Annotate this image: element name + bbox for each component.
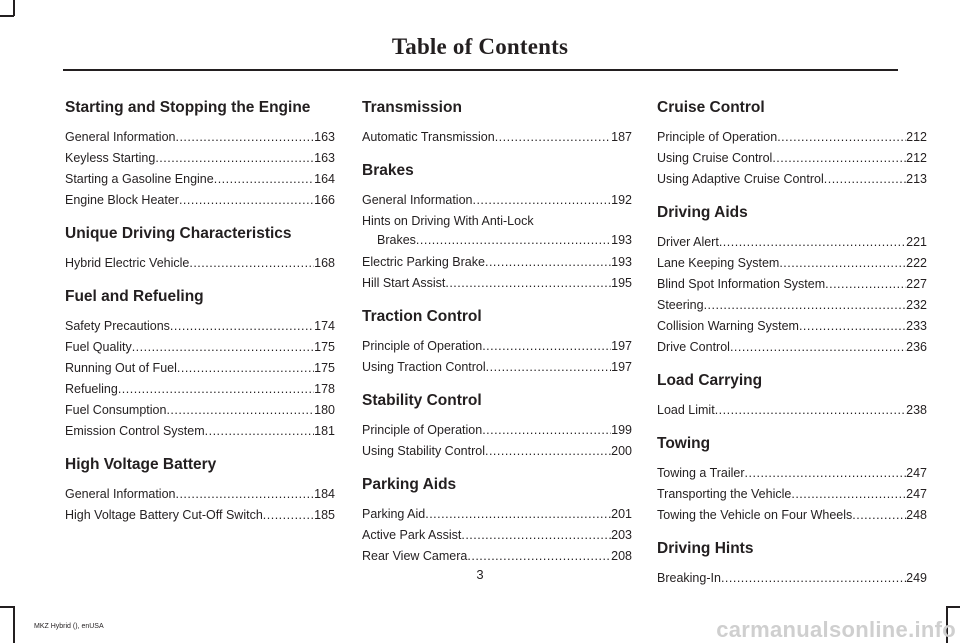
- crop-mark: [0, 15, 14, 17]
- entry-page: 163: [314, 151, 335, 165]
- entry-page: 175: [314, 340, 335, 354]
- entry-title-line2: Brakes: [377, 233, 416, 247]
- toc-entry[interactable]: [657, 274, 927, 295]
- toc-entry[interactable]: [65, 484, 335, 505]
- dot-leader: [175, 127, 314, 148]
- toc-entry[interactable]: [362, 127, 632, 148]
- dot-leader: [472, 190, 611, 211]
- entry-page: 166: [314, 193, 335, 207]
- toc-entry[interactable]: [65, 190, 335, 211]
- toc-entry[interactable]: [657, 295, 927, 316]
- entry-page: 181: [314, 424, 335, 438]
- toc-entry[interactable]: [362, 190, 632, 211]
- toc-entry[interactable]: [657, 400, 927, 421]
- toc-entry[interactable]: [657, 148, 927, 169]
- toc-section: [657, 98, 927, 190]
- toc-entry[interactable]: [65, 379, 335, 400]
- dot-leader: [132, 337, 314, 358]
- entry-page: 187: [611, 130, 632, 144]
- entry-page: 248: [906, 508, 927, 522]
- crop-mark: [0, 606, 14, 608]
- toc-section: [65, 455, 335, 526]
- page-title: Table of Contents: [391, 34, 569, 59]
- dot-leader: [467, 546, 611, 567]
- entry-title: Hill Start Assist: [362, 276, 446, 290]
- entry-page: 249: [906, 571, 927, 585]
- entry-title: Keyless Starting: [65, 151, 156, 165]
- toc-entry[interactable]: [657, 484, 927, 505]
- toc-section: [657, 203, 927, 358]
- entry-page: 213: [906, 172, 927, 186]
- entry-page: 212: [906, 151, 927, 165]
- entry-page: 203: [611, 528, 632, 542]
- toc-entry[interactable]: [65, 127, 335, 148]
- toc-entry[interactable]: [657, 337, 927, 358]
- dot-leader: [482, 420, 611, 441]
- entry-title: Principle of Operation: [362, 423, 483, 437]
- dot-leader: [118, 379, 314, 400]
- entry-title: Collision Warning System: [657, 319, 799, 333]
- crop-mark: [13, 606, 15, 643]
- crop-mark: [946, 606, 960, 608]
- entry-title: Refueling: [65, 382, 118, 396]
- entry-title: Principle of Operation: [657, 130, 778, 144]
- toc-entry[interactable]: [362, 336, 632, 357]
- toc-entry[interactable]: [362, 546, 632, 567]
- entry-title: Starting a Gasoline Engine: [65, 172, 214, 186]
- dot-leader: [205, 421, 315, 442]
- entry-title: Engine Block Heater: [65, 193, 179, 207]
- section-title: Towing: [657, 435, 711, 452]
- entry-page: 222: [906, 256, 927, 270]
- entry-page: 168: [314, 256, 335, 270]
- entry-title: Using Stability Control: [362, 444, 485, 458]
- dot-leader: [263, 505, 314, 526]
- dot-leader: [719, 232, 906, 253]
- entry-page: 208: [611, 549, 632, 563]
- crop-mark: [13, 0, 15, 16]
- dot-leader: [715, 400, 906, 421]
- toc-section: [362, 98, 632, 148]
- section-title: Traction Control: [362, 308, 482, 325]
- toc-entry[interactable]: [65, 148, 335, 169]
- toc-entry[interactable]: [65, 358, 335, 379]
- entry-title: Drive Control: [657, 340, 730, 354]
- dot-leader: [777, 127, 906, 148]
- entry-page: 175: [314, 361, 335, 375]
- entry-title: General Information: [65, 487, 176, 501]
- toc-entry[interactable]: [657, 169, 927, 190]
- dot-leader: [485, 252, 611, 273]
- entry-title: Load Limit: [657, 403, 715, 417]
- entry-title: Hints on Driving With Anti-Lock: [362, 214, 534, 228]
- entry-page: 236: [906, 340, 927, 354]
- entry-title: Rear View Camera: [362, 549, 468, 563]
- footer-model-label: MKZ Hybrid (), enUSA: [34, 623, 104, 630]
- entry-page: 232: [906, 298, 927, 312]
- entry-title: Emission Control System: [65, 424, 205, 438]
- entry-title: Using Traction Control: [362, 360, 486, 374]
- entry-title: Using Cruise Control: [657, 151, 773, 165]
- toc-section: [65, 224, 335, 274]
- entry-title: General Information: [65, 130, 176, 144]
- entry-title: High Voltage Battery Cut-Off Switch: [65, 508, 263, 522]
- toc-entry[interactable]: [657, 505, 927, 526]
- toc-section: [657, 371, 927, 421]
- entry-title: Lane Keeping System: [657, 256, 780, 270]
- section-title: Brakes: [362, 162, 414, 179]
- entry-title: Fuel Quality: [65, 340, 132, 354]
- section-title: Stability Control: [362, 392, 482, 409]
- section-title: Cruise Control: [657, 99, 765, 116]
- toc-section: [362, 307, 632, 378]
- section-title: Fuel and Refueling: [65, 288, 204, 305]
- toc-entry[interactable]: [362, 252, 632, 273]
- toc-entry[interactable]: [65, 169, 335, 190]
- toc-section: [362, 391, 632, 462]
- dot-leader: [166, 400, 314, 421]
- entry-page: 195: [611, 276, 632, 290]
- toc-section: [65, 98, 335, 211]
- dot-leader: [425, 504, 611, 525]
- entry-page: 192: [611, 193, 632, 207]
- toc-entry[interactable]: [65, 316, 335, 337]
- toc-entry[interactable]: [657, 127, 927, 148]
- dot-leader: [177, 358, 314, 379]
- entry-page: 212: [906, 130, 927, 144]
- entry-title: Principle of Operation: [362, 339, 483, 353]
- dot-leader: [852, 505, 906, 526]
- entry-title: Transporting the Vehicle: [657, 487, 792, 501]
- entry-page: 227: [906, 277, 927, 291]
- toc-entry[interactable]: [362, 420, 632, 441]
- toc-column-2: [362, 98, 632, 580]
- dot-leader: [799, 316, 906, 337]
- entry-title: Active Park Assist: [362, 528, 462, 542]
- entry-page: 163: [314, 130, 335, 144]
- dot-leader: [495, 127, 611, 148]
- toc-section: [657, 434, 927, 526]
- entry-title: Fuel Consumption: [65, 403, 167, 417]
- entry-page: 174: [314, 319, 335, 333]
- entry-page: 247: [906, 466, 927, 480]
- header-rule: [63, 69, 898, 71]
- dot-leader: [825, 274, 906, 295]
- dot-leader: [704, 295, 907, 316]
- entry-title-continued: [362, 231, 632, 250]
- dot-leader: [461, 525, 611, 546]
- dot-leader: [730, 337, 906, 358]
- entry-page: 200: [611, 444, 632, 458]
- section-title: Transmission: [362, 99, 462, 116]
- section-title: Starting and Stopping the Engine: [65, 99, 311, 116]
- entry-title: General Information: [362, 193, 473, 207]
- toc-entry[interactable]: [362, 357, 632, 378]
- dot-leader: [175, 484, 314, 505]
- entry-title: Parking Aid: [362, 507, 426, 521]
- section-title: Driving Aids: [657, 204, 748, 221]
- toc-entry[interactable]: [65, 505, 335, 526]
- entry-title: Steering: [657, 298, 704, 312]
- dot-leader: [482, 336, 611, 357]
- dot-leader: [179, 190, 314, 211]
- toc-section: [362, 161, 632, 294]
- page-number: 3: [476, 567, 484, 582]
- dot-leader: [791, 484, 906, 505]
- entry-page: 180: [314, 403, 335, 417]
- entry-title: Hybrid Electric Vehicle: [65, 256, 190, 270]
- entry-page: 178: [314, 382, 335, 396]
- entry-title: Driver Alert: [657, 235, 719, 249]
- dot-leader: [485, 441, 611, 462]
- entry-title: Towing the Vehicle on Four Wheels: [657, 508, 853, 522]
- entry-page: 199: [611, 423, 632, 437]
- toc-entry[interactable]: [362, 525, 632, 546]
- section-title: Parking Aids: [362, 476, 457, 493]
- toc-entry[interactable]: [657, 463, 927, 484]
- watermark: carmanualsonline.info: [716, 617, 956, 642]
- section-title: High Voltage Battery: [65, 456, 217, 473]
- entry-title: Running Out of Fuel: [65, 361, 177, 375]
- entry-title: Automatic Transmission: [362, 130, 495, 144]
- entry-title: Safety Precautions: [65, 319, 170, 333]
- dot-leader: [772, 148, 906, 169]
- dot-leader: [779, 253, 906, 274]
- toc-entry[interactable]: [362, 212, 632, 250]
- entry-page: 247: [906, 487, 927, 501]
- entry-page: 201: [611, 507, 632, 521]
- section-title: Driving Hints: [657, 540, 754, 557]
- toc-entry[interactable]: [65, 421, 335, 442]
- dot-leader: [745, 463, 907, 484]
- dot-leader: [416, 231, 611, 250]
- entry-page: 185: [314, 508, 335, 522]
- section-title: Unique Driving Characteristics: [65, 225, 292, 242]
- toc-entry[interactable]: [657, 316, 927, 337]
- entry-title: Towing a Trailer: [657, 466, 745, 480]
- toc-column-3: [657, 98, 927, 602]
- dot-leader: [189, 253, 314, 274]
- toc-section: [65, 287, 335, 442]
- dot-leader: [214, 169, 314, 190]
- toc-entry[interactable]: [65, 337, 335, 358]
- entry-page: 221: [906, 235, 927, 249]
- entry-page: 238: [906, 403, 927, 417]
- dot-leader: [155, 148, 314, 169]
- entry-page: 197: [611, 360, 632, 374]
- toc-entry[interactable]: [65, 400, 335, 421]
- entry-page: 193: [611, 233, 632, 247]
- toc-entry[interactable]: [362, 504, 632, 525]
- section-title: Load Carrying: [657, 372, 763, 389]
- entry-title: Electric Parking Brake: [362, 255, 485, 269]
- entry-title: Using Adaptive Cruise Control: [657, 172, 824, 186]
- dot-leader: [445, 273, 611, 294]
- dot-leader: [486, 357, 611, 378]
- entry-page: 184: [314, 487, 335, 501]
- entry-page: 197: [611, 339, 632, 353]
- dot-leader: [824, 169, 906, 190]
- entry-page: 164: [314, 172, 335, 186]
- toc-column-1: [65, 98, 335, 539]
- toc-entry[interactable]: [362, 273, 632, 294]
- toc-entry[interactable]: [362, 441, 632, 462]
- entry-page: 233: [906, 319, 927, 333]
- toc-section: [362, 475, 632, 567]
- entry-title: Breaking-In: [657, 571, 721, 585]
- entry-title: Blind Spot Information System: [657, 277, 826, 291]
- toc-entry[interactable]: [657, 232, 927, 253]
- entry-page: 193: [611, 255, 632, 269]
- toc-entry[interactable]: [65, 253, 335, 274]
- dot-leader: [170, 316, 314, 337]
- toc-entry[interactable]: [657, 253, 927, 274]
